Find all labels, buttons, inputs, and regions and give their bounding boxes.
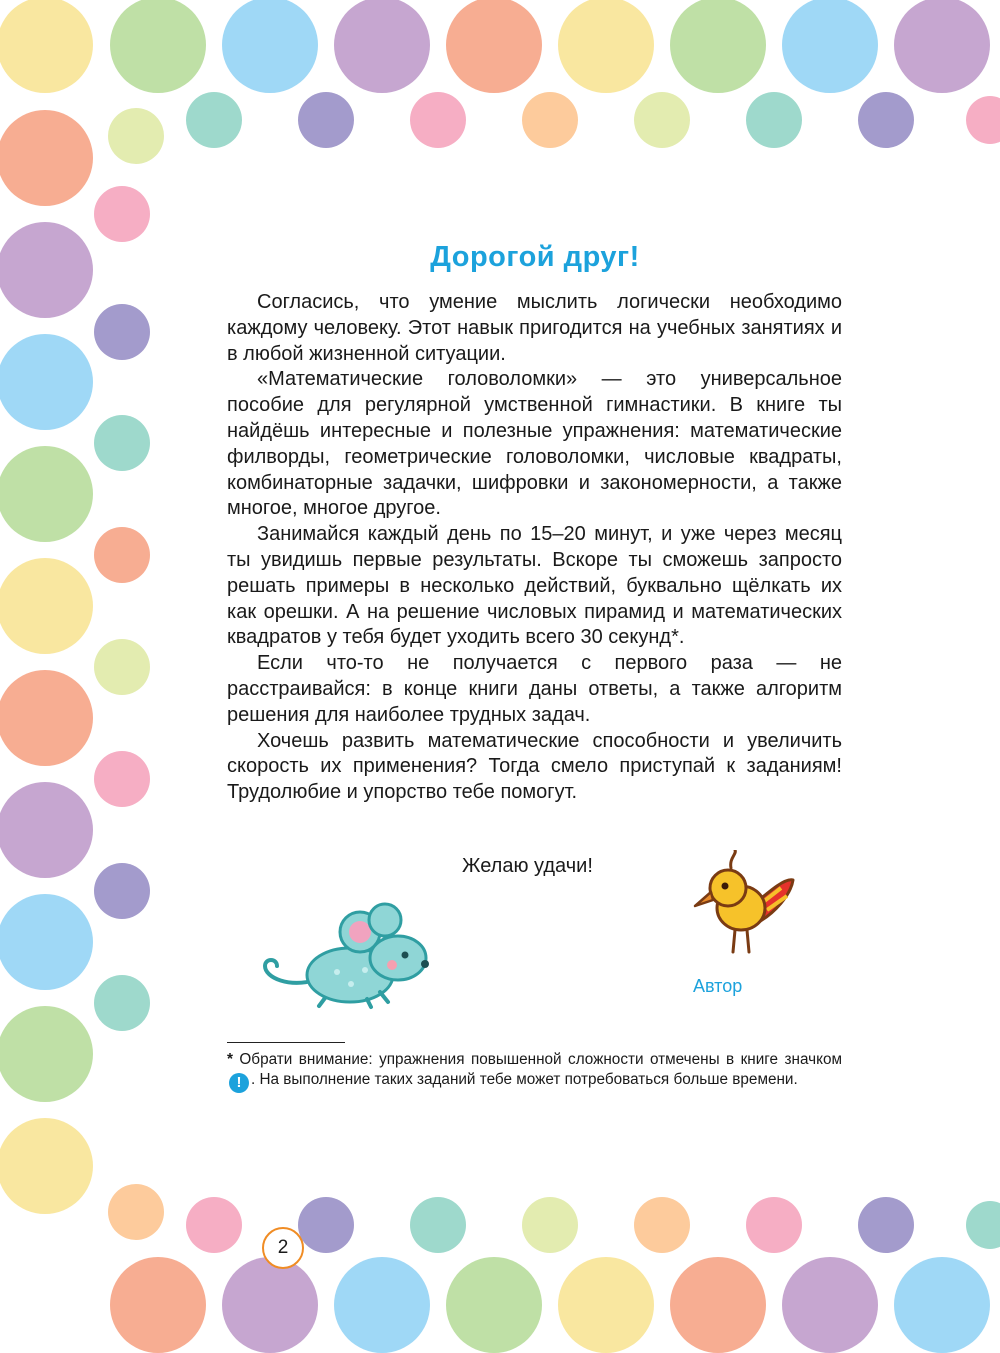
- decorative-dot: [108, 108, 164, 164]
- decorative-dot: [222, 1257, 318, 1353]
- decorative-dot: [0, 222, 93, 318]
- decorative-dot: [94, 639, 150, 695]
- page-number: 2: [262, 1227, 304, 1269]
- decorative-dot: [94, 527, 150, 583]
- decorative-dot: [108, 1184, 164, 1240]
- decorative-dot: [186, 1197, 242, 1253]
- decorative-dot: [94, 751, 150, 807]
- exclamation-icon: !: [229, 1073, 249, 1093]
- paragraph: Если что-то не получается с первого раза — не расстраивайся: в конце книги даны ответы, а также алгоритм решения для наиболее трудных задач.: [227, 652, 842, 726]
- decorative-dot: [670, 1257, 766, 1353]
- decorative-dot: [0, 782, 93, 878]
- decorative-dot: [558, 0, 654, 93]
- decorative-dot: [746, 1197, 802, 1253]
- decorative-dot: [0, 446, 93, 542]
- decorative-dot: [110, 0, 206, 93]
- decorative-dot: [522, 92, 578, 148]
- closing-wish: Желаю удачи!: [462, 855, 593, 877]
- author-signature: Автор: [693, 976, 743, 996]
- decorative-dot: [634, 1197, 690, 1253]
- decorative-dot: [94, 975, 150, 1031]
- decorative-dot: [966, 1201, 1000, 1249]
- decorative-dot: [670, 0, 766, 93]
- decorative-dot: [894, 1257, 990, 1353]
- decorative-dot: [446, 1257, 542, 1353]
- decorative-dot: [782, 0, 878, 93]
- decorative-dot: [0, 334, 93, 430]
- decorative-dot: [94, 304, 150, 360]
- decorative-dot: [0, 894, 93, 990]
- decorative-dot: [746, 92, 802, 148]
- decorative-dot: [966, 96, 1000, 144]
- decorative-dot: [186, 92, 242, 148]
- decorative-dot: [0, 1118, 93, 1214]
- decorative-dot: [858, 92, 914, 148]
- decorative-dot: [446, 0, 542, 93]
- decorative-dot: [298, 1197, 354, 1253]
- footnote-text: . На выполнение таких заданий тебе может потребоваться больше времени.: [251, 1071, 798, 1088]
- decorative-dot: [0, 0, 93, 93]
- decorative-dot: [858, 1197, 914, 1253]
- decorative-dot: [334, 0, 430, 93]
- decorative-dot: [558, 1257, 654, 1353]
- decorative-dot: [0, 110, 93, 206]
- mouse-illustration: [255, 900, 430, 1010]
- decorative-dot: [410, 1197, 466, 1253]
- decorative-dot: [94, 415, 150, 471]
- paragraph: Согласись, что умение мыслить логически необходимо каждому человеку. Этот навык пригодится на учебных занятиях и в любой жизненной ситуации.: [227, 291, 842, 365]
- page-title: Дорогой друг!: [430, 241, 640, 274]
- decorative-dot: [94, 863, 150, 919]
- paragraph: Занимайся каждый день по 15–20 минут, и уже через месяц ты увидишь первые результаты. Вскоре ты сможешь запросто решать примеры в несколько действий, буквально щёлкать их как орешки. А на решение числовых пирамид и математических квадратов у тебя будет уходить всего 30 секунд*.: [227, 523, 842, 649]
- footnote-divider: [227, 1042, 345, 1043]
- decorative-dot: [94, 186, 150, 242]
- paragraph: «Математические головоломки» — это универсальное пособие для регулярной умственной гимнастики. В книге ты найдёшь интересные и полезные упражнения: математические филворды, геометрические головоломки, числовые квадраты, комбинаторные задачки, шифровки и закономерности, а также многое, многое другое.: [227, 368, 842, 520]
- footnote-text: Обрати внимание: упражнения повышенной сложности отмечены в книге значком: [232, 1051, 842, 1068]
- decorative-dot: [0, 670, 93, 766]
- decorative-dot: [894, 0, 990, 93]
- decorative-dot: [634, 92, 690, 148]
- decorative-dot: [782, 1257, 878, 1353]
- decorative-dot: [522, 1197, 578, 1253]
- asterisk-icon: *: [227, 1051, 233, 1068]
- decorative-dot: [334, 1257, 430, 1353]
- decorative-dot: [222, 0, 318, 93]
- decorative-dot: [110, 1257, 206, 1353]
- decorative-dot: [0, 558, 93, 654]
- decorative-dot: [0, 1006, 93, 1102]
- paragraph: Хочешь развить математические способности и увеличить скорость их применения? Тогда смело приступай к заданиям! Трудолюбие и упорство тебе помогут.: [227, 729, 842, 804]
- decorative-dot: [410, 92, 466, 148]
- intro-text: [227, 290, 842, 806]
- decorative-dot: [298, 92, 354, 148]
- bird-illustration: [693, 850, 798, 960]
- footnote: [227, 1050, 842, 1093]
